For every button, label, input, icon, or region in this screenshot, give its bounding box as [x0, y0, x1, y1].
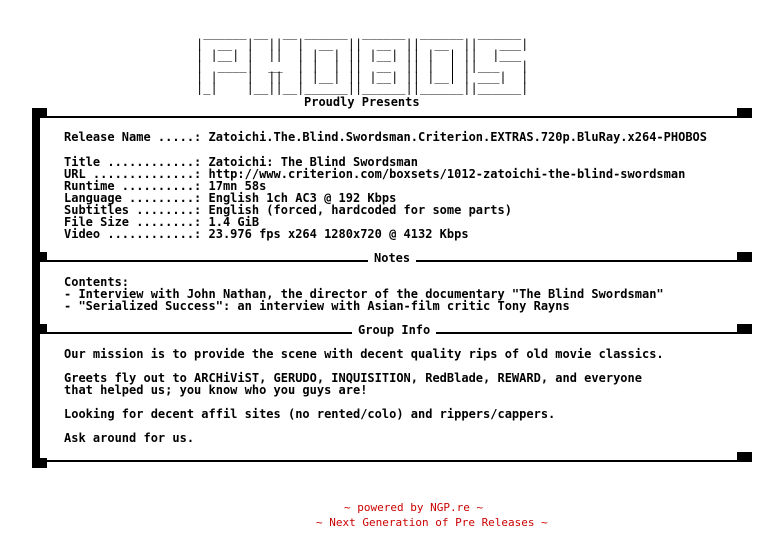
group-info-section-title: Group Info	[352, 323, 436, 337]
frame-right-border	[744, 108, 752, 118]
frame-top-line	[32, 116, 752, 118]
release-name-line: Release Name .....: Zatoichi.The.Blind.Swordsman.Criterion.EXTRAS.720p.BluRay.x264-PHOBOS	[64, 130, 707, 144]
frame-left-border	[32, 108, 40, 466]
frame-bottom-right-corner	[737, 452, 752, 462]
release-info-fields: Title ............: Zatoichi: The Blind Swordsman URL ..............: http://www.criterion.com/boxsets/1012-zatoichi-the-blind-swordsman Runtime ..........: 17mn 58s Language .........: English 1ch AC3 @ 192 Kbps Subtitles ........: English (forced, hardcoded for some parts) File Size ........: 1.4 GiB Video ............: 23.976 fps x264 1280x720 @ 4132 Kbps	[64, 155, 686, 241]
notes-text: Contents: - Interview with John Nathan, the director of the documentary "The Blind Swordsman" - "Serialized Success": an interview with Asian-film critic Tony Rayns	[64, 275, 664, 313]
phobos-ascii-logo: ______ __ __ ______ ______ ______ ______ | __ | || | __ || __ || __ || ___| | |__| | || | | | || |__| || | | || |___ | ____| __ | | | || __ || | | ||___ | | | | || | |__| || |__| || |__| | ___| | |_| |__||__|______||______||______||______|	[196, 26, 529, 95]
notes-section-title: Notes	[368, 251, 416, 265]
frame-bottom-line	[32, 460, 752, 462]
group-info-text: Our mission is to provide the scene with decent quality rips of old movie classics. Greets fly out to ARCHiViST, GERUDO, INQUISITION, RedBlade, REWARD, and everyone that helped us; you know who you guys are! Looking for decent affil sites (no rented/colo) and rippers/cappers. Ask around for us.	[64, 347, 664, 445]
proudly-presents-text: Proudly Presents	[304, 95, 420, 109]
footer-ngp-tagline: ~ Next Generation of Pre Releases ~	[316, 516, 548, 529]
footer-powered-by: ~ powered by NGP.re ~	[344, 501, 484, 514]
notes-separator-right-block	[737, 252, 752, 262]
group-separator-right-block	[737, 324, 752, 334]
